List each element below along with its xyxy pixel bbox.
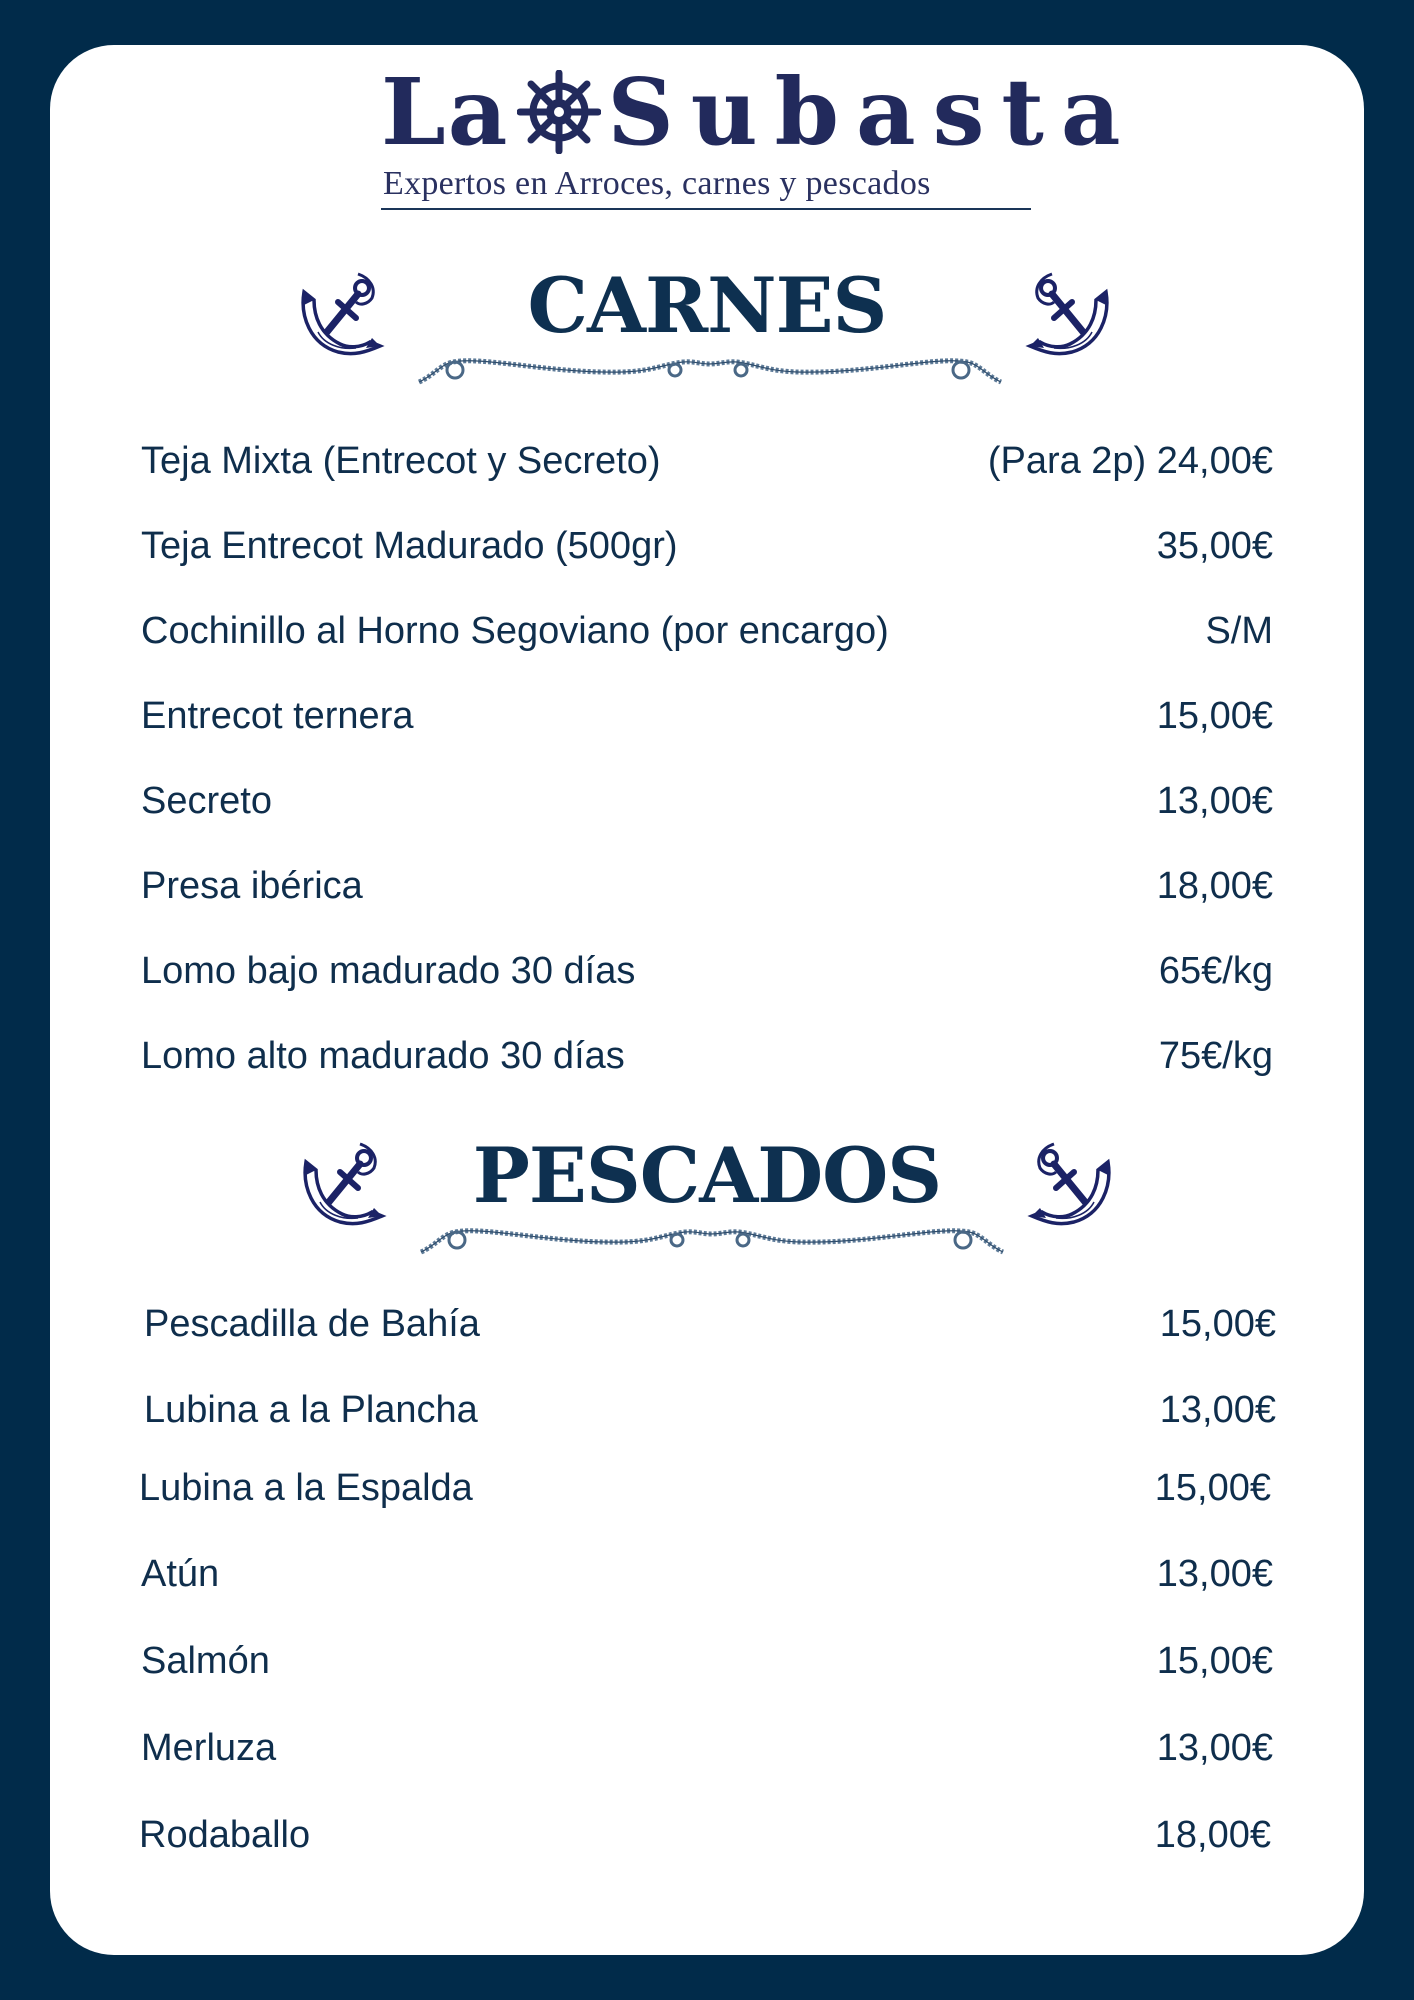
item-name: Rodaballo — [139, 1814, 311, 1856]
item-name: Secreto — [141, 780, 272, 822]
item-price: S/M — [1205, 610, 1273, 652]
item-name: Lomo bajo madurado 30 días — [141, 950, 636, 992]
item-name: Cochinillo al Horno Segoviano (por encargo) — [141, 610, 889, 652]
item-price: 18,00€ — [1156, 865, 1273, 907]
item-price: 75€/kg — [1158, 1035, 1273, 1077]
item-name: Pescadilla de Bahía — [144, 1303, 480, 1345]
item-name: Teja Mixta (Entrecot y Secreto) — [141, 440, 661, 482]
item-price: 13,00€ — [1156, 1553, 1273, 1595]
section-header-pescados — [0, 1128, 1414, 1248]
menu-item — [141, 1546, 1273, 1602]
menu-item — [141, 603, 1273, 659]
menu-item — [141, 1028, 1273, 1084]
menu-item — [139, 1807, 1271, 1863]
item-name: Entrecot ternera — [141, 695, 414, 737]
section-header-carnes — [0, 258, 1414, 378]
menu-item — [141, 1633, 1273, 1689]
item-name: Atún — [141, 1553, 220, 1595]
ship-wheel-icon — [517, 70, 601, 154]
item-price: 13,00€ — [1159, 1389, 1276, 1431]
logo-underline — [381, 208, 1031, 210]
item-price: 15,00€ — [1154, 1467, 1271, 1509]
item-name: Lubina a la Espalda — [139, 1467, 473, 1509]
menu-item — [141, 688, 1273, 744]
item-price: (Para 2p) 24,00€ — [987, 440, 1273, 482]
anchor-left-icon — [302, 1142, 388, 1232]
item-price: 13,00€ — [1156, 1727, 1273, 1769]
item-price: 15,00€ — [1159, 1303, 1276, 1345]
anchor-right-icon — [1026, 1142, 1112, 1232]
rope-divider-icon — [415, 1222, 1005, 1258]
menu-item — [139, 1460, 1271, 1516]
item-name: Presa ibérica — [141, 865, 363, 907]
item-name: Lomo alto madurado 30 días — [141, 1035, 625, 1077]
logo-wordmark — [381, 58, 1138, 166]
item-price: 18,00€ — [1154, 1814, 1271, 1856]
menu-item — [141, 943, 1273, 999]
restaurant-logo — [381, 58, 1138, 214]
rope-divider-icon — [413, 352, 1003, 388]
item-price: 15,00€ — [1156, 695, 1273, 737]
section-title-pescados: PESCADOS — [472, 1131, 942, 1220]
item-price: 13,00€ — [1156, 780, 1273, 822]
item-name: Teja Entrecot Madurado (500gr) — [141, 525, 678, 567]
menu-item — [141, 433, 1273, 489]
menu-item — [141, 1720, 1273, 1776]
menu-item — [141, 518, 1273, 574]
menu-item — [144, 1382, 1276, 1438]
menu-item — [141, 858, 1273, 914]
menu-item — [144, 1296, 1276, 1352]
item-price: 35,00€ — [1156, 525, 1273, 567]
anchor-right-icon — [1024, 272, 1110, 362]
item-name: Salmón — [141, 1640, 270, 1682]
menu-item — [141, 773, 1273, 829]
logo-word-left: La — [381, 58, 510, 166]
item-price: 15,00€ — [1156, 1640, 1273, 1682]
item-price: 65€/kg — [1158, 950, 1273, 992]
item-name: Merluza — [141, 1727, 277, 1769]
item-name: Lubina a la Plancha — [144, 1389, 478, 1431]
section-title-carnes: CARNES — [527, 261, 887, 350]
anchor-left-icon — [300, 272, 386, 362]
logo-tagline: Expertos en Arroces, carnes y pescados — [383, 165, 931, 202]
logo-word-right: Subasta — [607, 58, 1138, 166]
